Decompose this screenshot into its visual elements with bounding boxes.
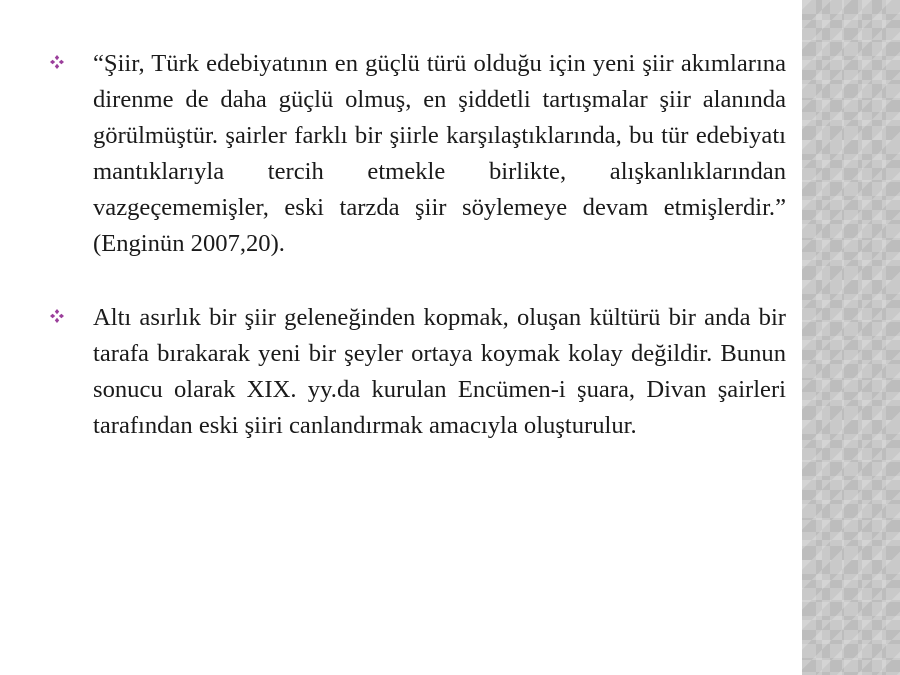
paragraph-text: “Şiir, Türk edebiyatının en güçlü türü olduğu için yeni şiir akımlarına direnme de daha güçlü olmuş, en şiddetli tartışmalar şiir alanında görülmüştür. şairler farklı bir şiirle karşılaştıklarında, bu tür edebiyatı mantıklarıyla tercih etmekle birlikte, alışkanlıklarından vazgeçememişler, eski tarzda şiir söylemeye devam etmişlerdir.” (Enginün 2007,20).	[93, 50, 786, 257]
bullet-paragraph-1	[48, 46, 786, 262]
bullet-paragraph-2	[48, 300, 786, 444]
slide-content	[48, 46, 786, 444]
diamond-bullet-icon	[50, 309, 64, 323]
decorative-side-panel	[802, 0, 900, 675]
paragraph-text: Altı asırlık bir şiir geleneğinden kopmak, oluşan kültürü bir anda bir tarafa bırakarak yeni bir şeyler ortaya koymak kolay değildir. Bunun sonucu olarak XIX. yy.da kurulan Encümen-i şuara, Divan şairleri tarafından eski şiiri canlandırmak amacıyla oluşturulur.	[93, 304, 786, 439]
diamond-bullet-icon	[50, 55, 64, 69]
